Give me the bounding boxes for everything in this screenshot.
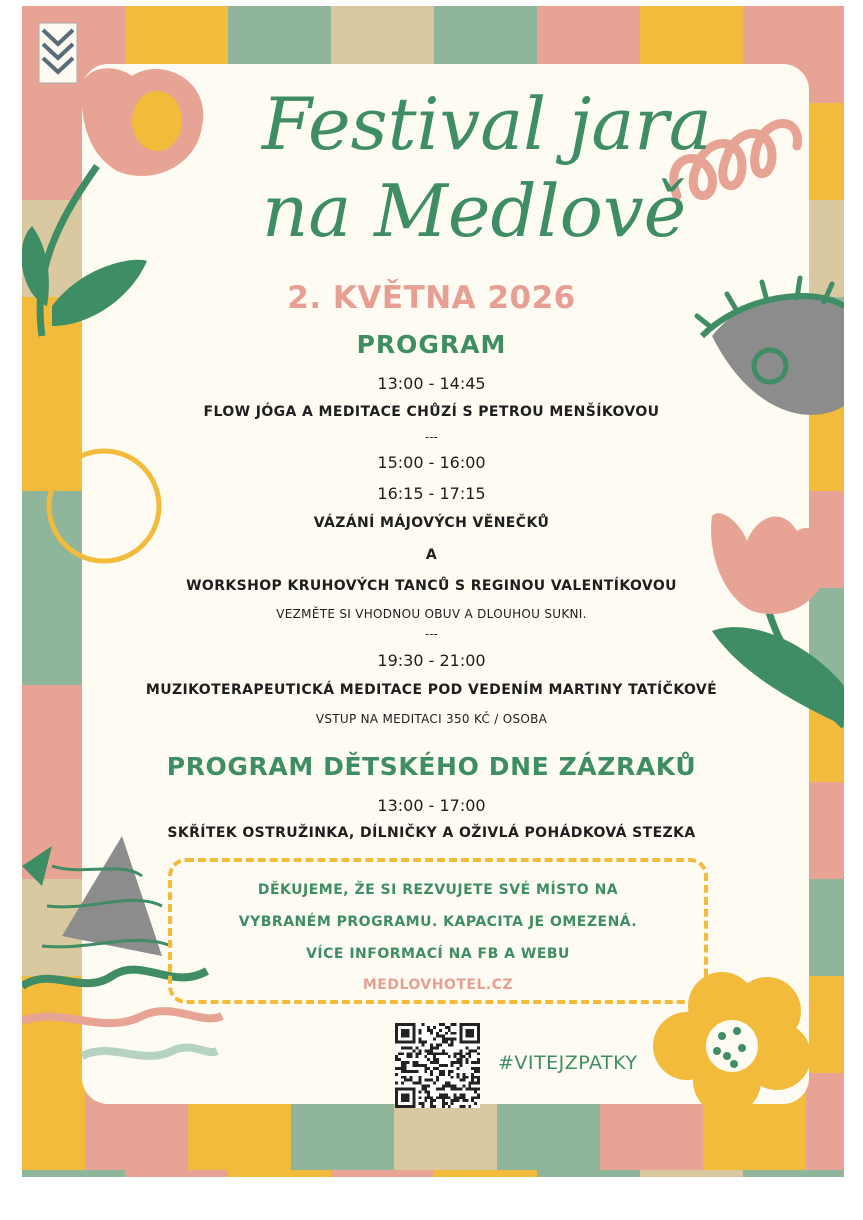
time-slot-4: 19:30 - 21:00 <box>377 651 486 670</box>
medlov-logo-icon <box>38 22 78 84</box>
note-1: VEZMĚTE SI VHODNOU OBUV A DLOUHOU SUKNI. <box>276 607 587 621</box>
activity-1: FLOW JÓGA A MEDITACE CHŮZÍ S PETROU MENŠÍKOVOU <box>203 404 660 420</box>
separator-2: --- <box>425 627 438 641</box>
notice-line-3: VÍCE INFORMACÍ NA FB A WEBU <box>306 946 570 962</box>
kids-activity: SKŘÍTEK OSTRUŽINKA, DÍLNIČKY A OŽIVLÁ POHÁDKOVÁ STEZKA <box>167 825 696 841</box>
tree-icon <box>22 836 172 956</box>
title-line-2: na Medlově <box>262 169 687 253</box>
event-date: 2. KVĚTNA 2026 <box>287 280 576 316</box>
activity-4: MUZIKOTERAPEUTICKÁ MEDITACE POD VEDENÍM MARTINY TATÍČKOVÉ <box>145 682 718 698</box>
website-link[interactable]: MEDLOVHOTEL.CZ <box>362 977 514 993</box>
notice-line-2: VYBRANÉM PROGRAMU. KAPACITA JE OMEZENÁ. <box>238 914 638 930</box>
qr-code-icon[interactable] <box>395 1023 480 1108</box>
kids-program-heading: PROGRAM DĚTSKÉHO DNE ZÁZRAKŮ <box>166 752 697 781</box>
wave-light-icon <box>82 1047 217 1056</box>
activity-2: VÁZÁNÍ MÁJOVÝCH VĚNEČKŮ <box>313 515 550 531</box>
separator-1: --- <box>425 430 438 444</box>
activity-3: WORKSHOP KRUHOVÝCH TANCŮ S REGINOU VALENTÍKOVOU <box>186 578 677 594</box>
notice-line-1: DĚKUJEME, ŽE SI REZVUJETE SVÉ MÍSTO NA <box>257 882 619 898</box>
program-heading: PROGRAM <box>356 330 507 359</box>
time-slot-2: 15:00 - 16:00 <box>377 453 486 472</box>
time-slot-1: 13:00 - 14:45 <box>377 374 486 393</box>
hashtag: #VITEJZPATKY <box>498 1052 638 1074</box>
conjunction: A <box>425 547 438 563</box>
kids-time-slot: 13:00 - 17:00 <box>377 796 486 815</box>
wave-pink-icon <box>22 1011 222 1023</box>
title-line-1: Festival jara <box>262 82 712 166</box>
time-slot-3: 16:15 - 17:15 <box>377 484 486 503</box>
note-2: VSTUP NA MEDITACI 350 KČ / OSOBA <box>315 712 548 726</box>
